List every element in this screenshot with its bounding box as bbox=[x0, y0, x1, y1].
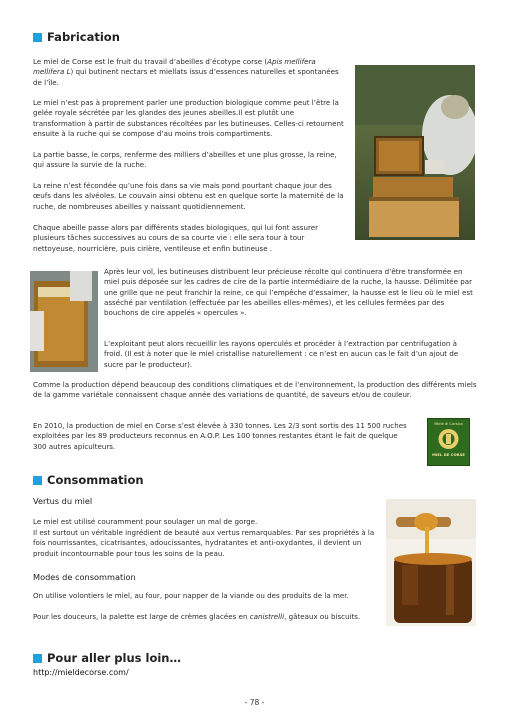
section-heading-consommation bbox=[33, 473, 144, 487]
paragraph-climat: Comme la production dépend beaucoup des conditions climatiques et de l’environnement, la production des différents miels de la gamme variétale connaissent chaque année des variations de quantité, de saveurs et/ou de couleur. bbox=[33, 380, 477, 400]
bullet-square-icon bbox=[33, 476, 42, 485]
logo-emblem-icon bbox=[428, 426, 469, 452]
page-number: - 78 - bbox=[244, 698, 265, 707]
paragraph-butineuses: Après leur vol, les butineuses distribuent leur précieuse récolte qui continuera d’être transformée en miel puis déposée sur les cadres de cire de la partie intermédiaire de la ruche, la hausse. Délimitée par une grille que ne peut franchir la reine, ce qui l’empêche d’essaimer, la hausse est le lieu où le miel est asséché par ventilation (effectuée par les abeilles elles-mêmes), et les cellules fermées par des bouchons de cire appelés « opercules ». bbox=[104, 267, 473, 318]
section-title: Pour aller plus loin… bbox=[47, 651, 181, 665]
miel-de-corse-logo bbox=[427, 418, 470, 466]
paragraph-gorge: Le miel est utilisé couramment pour soulager un mal de gorge. bbox=[33, 517, 258, 526]
paragraph-douceurs: Pour les douceurs, la palette est large de crèmes glacées en canistrelli, gâteaux ou biscuits. bbox=[33, 612, 361, 621]
paragraph-corps: La partie basse, le corps, renferme des milliers d’abeilles et une plus grosse, la reine, qui assure la survie de la ruche. bbox=[33, 150, 337, 170]
paragraph-stades: Chaque abeille passe alors par différents stades biologiques, qui lui font assurer plusieurs tâches successives au cours de sa courte vie : elle sera tour à tour nettoyeuse, nourricière, puis cirière, ventileuse et enfin butineuse . bbox=[33, 223, 319, 253]
honey-jar-photo bbox=[386, 499, 476, 626]
subheading-vertus: Vertus du miel bbox=[33, 496, 93, 506]
bullet-square-icon bbox=[33, 654, 42, 663]
section-heading-plus-loin bbox=[33, 651, 181, 665]
beekeeper-photo bbox=[355, 65, 475, 240]
paragraph-reine: La reine n’est fécondée qu’une fois dans sa vie mais pond pourtant chaque jour des œufs dans les alvéoles. Le couvain ainsi obtenu est en quelque sorte la maternité de la ruche, de nombreuses abeilles y naissant quotidiennement. bbox=[33, 181, 344, 211]
paragraph-extraction: L’exploitant peut alors recueillir les rayons operculés et procéder à l’extraction par centrifugation à froid. (Il est à noter que le miel cristallise naturellement : ce n’est en aucun cas le fait d’un ajout de sucre par le producteur). bbox=[104, 339, 459, 369]
paragraph-intro: Le miel de Corse est le fruit du travail d’abeilles d’écotype corse (Apis mellifera mellifera L) qui butinent nectars et miellats issus d’essences naturelles et spontanées de l’île. bbox=[33, 57, 339, 87]
honey-frame-photo bbox=[30, 271, 98, 372]
subheading-modes: Modes de consommation bbox=[33, 572, 136, 582]
bullet-square-icon bbox=[33, 33, 42, 42]
paragraph-beaute: Il est surtout un véritable ingrédient de beauté aux vertus remarquables. Par ses propriétés à la fois nourrissantes, cicatrisantes, adoucissantes, hydratantes et anti-oxydantes, il devient un produit incontournable pour tous les soins de la peau. bbox=[33, 528, 375, 558]
section-heading-fabrication bbox=[33, 30, 120, 44]
logo-top-text: Miele di Corsica bbox=[434, 422, 463, 426]
paragraph-transformation: Le miel n’est pas à proprement parler une production biologique comme peut l’être la gelée royale sécrétée par les glandes des jeunes abeilles.Il est plutôt une transformation à partir de substances récoltées par les butineuses. Celles-ci retournent ensuite à la ruche qui se compose d’au moins trois compartiments. bbox=[33, 98, 344, 138]
paragraph-four: On utilise volontiers le miel, au four, pour napper de la viande ou des produits de la mer. bbox=[33, 591, 349, 600]
section-title: Fabrication bbox=[47, 30, 120, 44]
section-title: Consommation bbox=[47, 473, 144, 487]
website-link[interactable]: http://mieldecorse.com/ bbox=[33, 668, 129, 677]
paragraph-production-2010: En 2010, la production de miel en Corse s’est élevée à 330 tonnes. Les 2/3 sont sortis des 11 500 ruches exploitées par les 89 producteurs reconnus en A.O.P. Les 100 tonnes restantes étant le fait de quelque 300 autres apiculteurs. bbox=[33, 421, 407, 451]
logo-bottom-text: MIEL DE CORSE bbox=[432, 452, 465, 457]
